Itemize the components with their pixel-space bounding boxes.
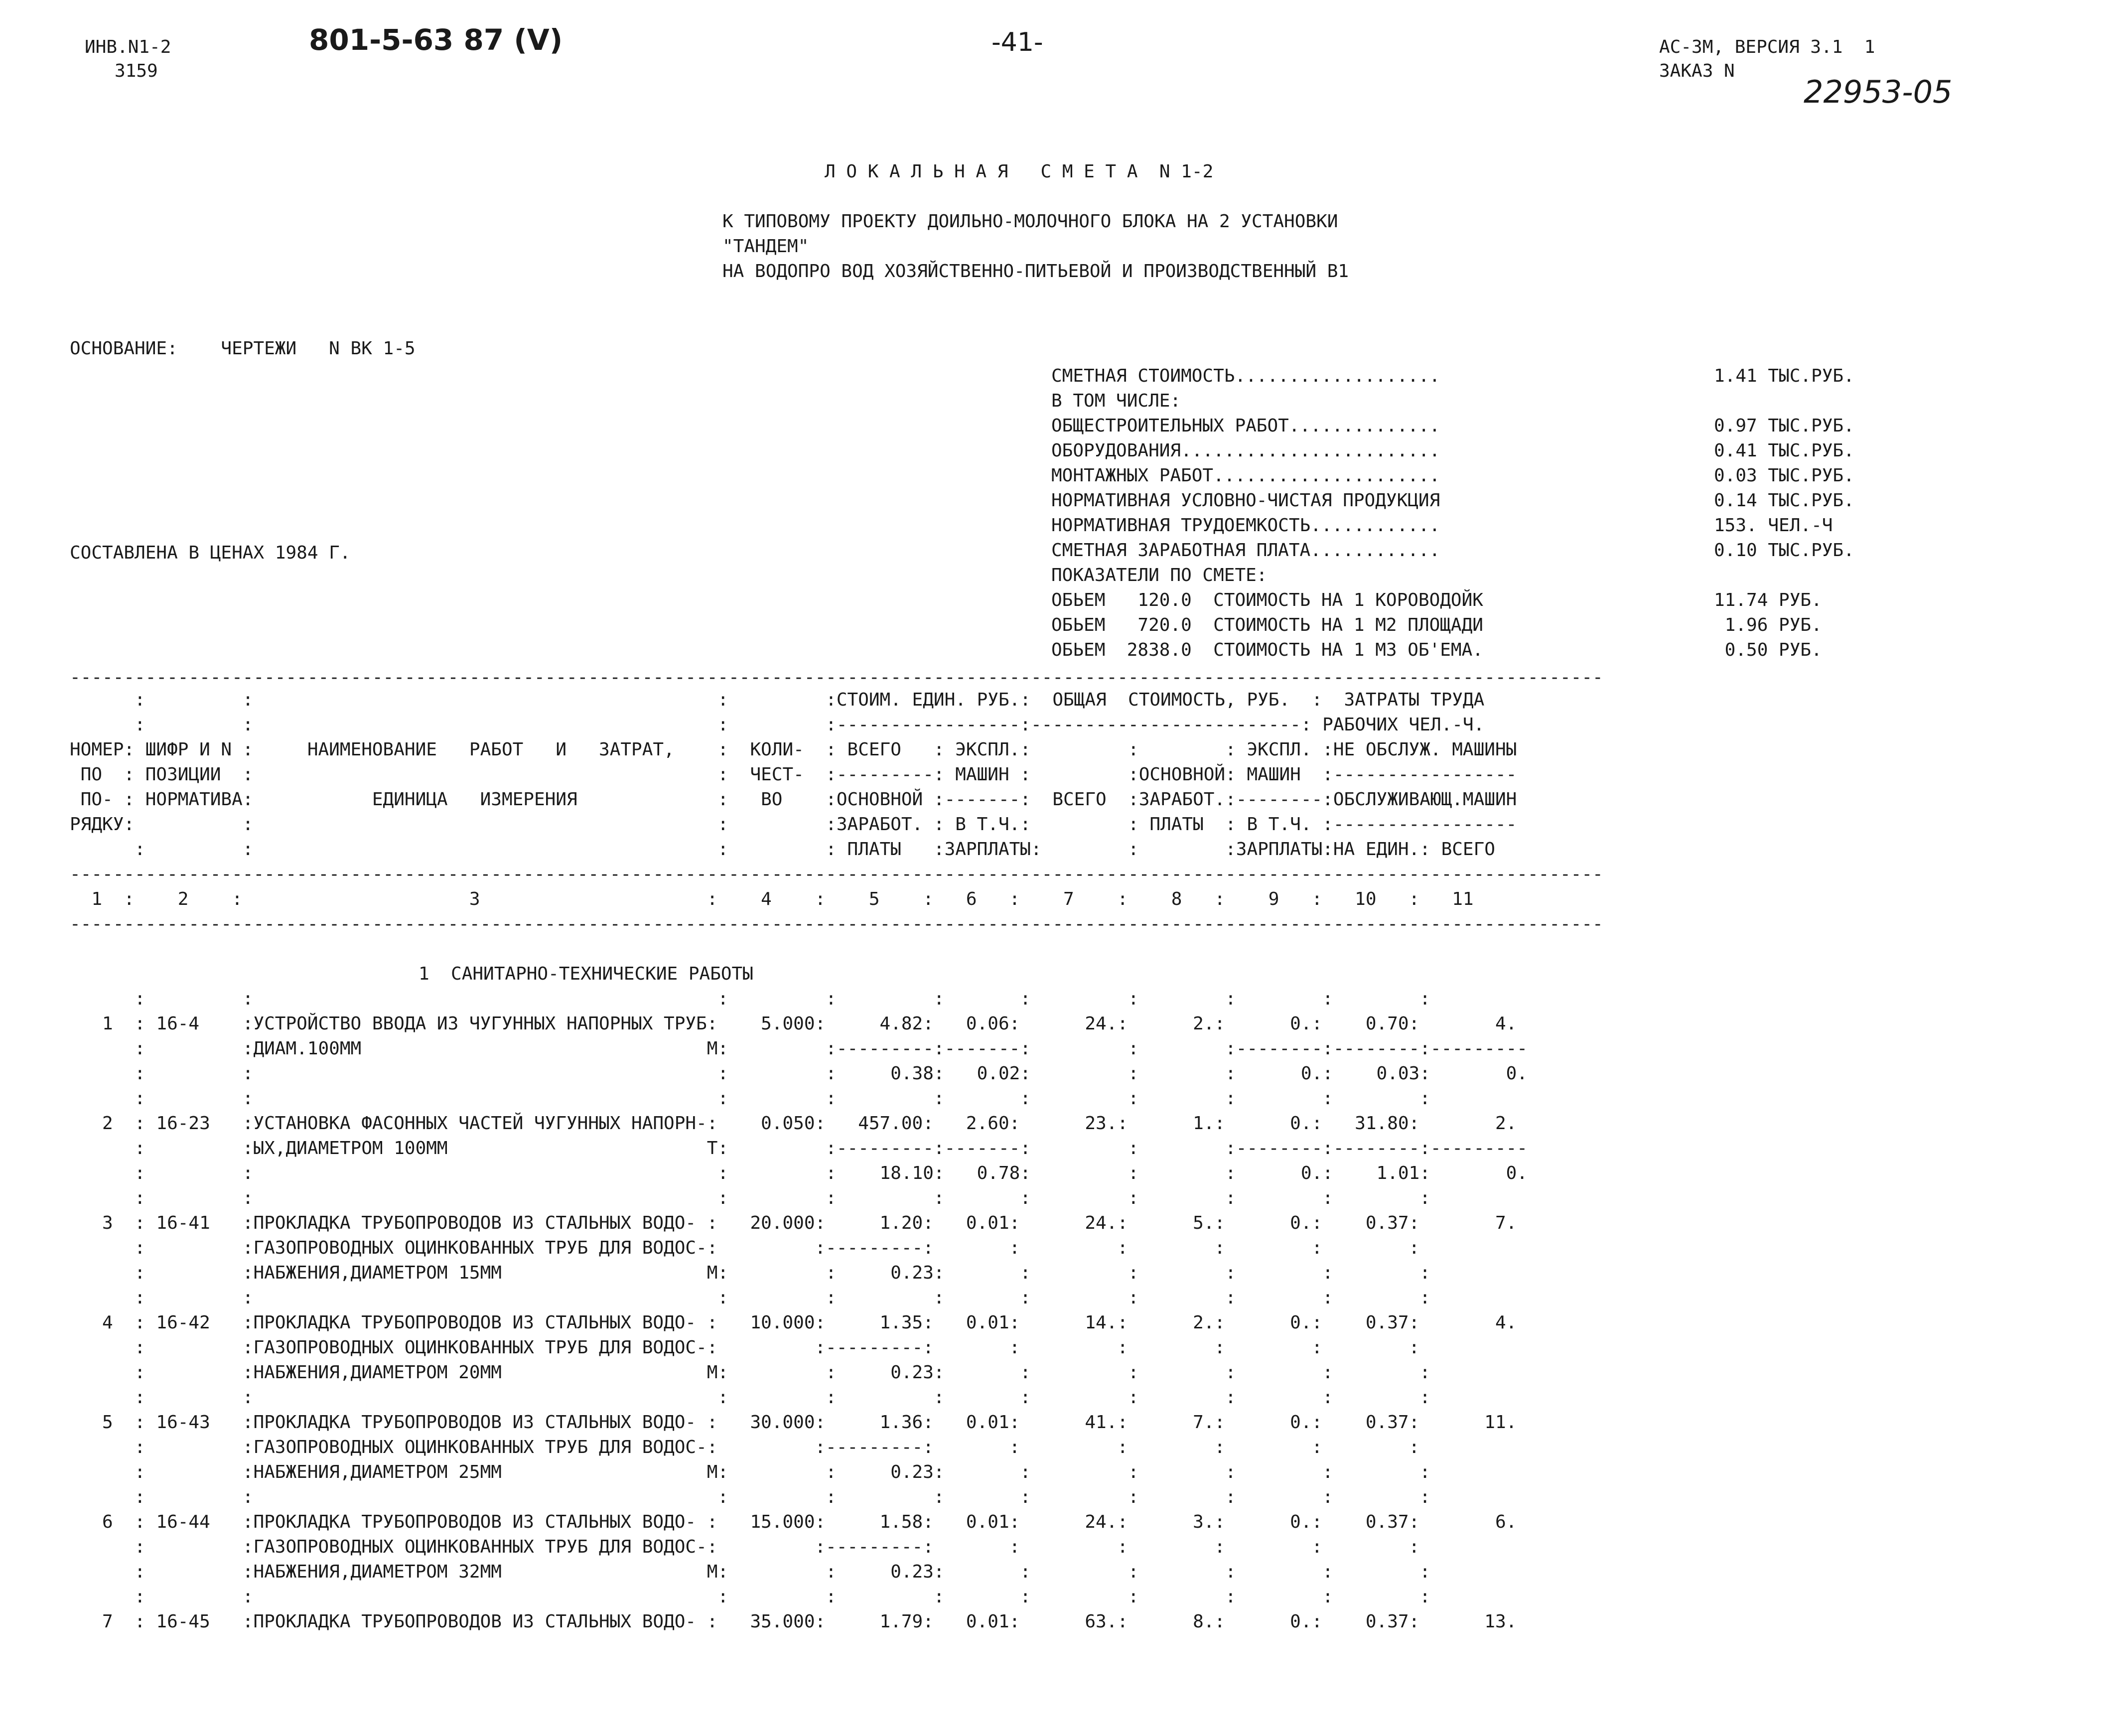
table-row: : :ГАЗОПРОВОДНЫХ ОЦИНКОВАННЫХ ТРУБ ДЛЯ ВОДОС-: :---------: : : : : : (70, 1437, 1420, 1457)
table-header-line: НОМЕР: ШИФР И N : НАИМЕНОВАНИЕ РАБОТ И ЗАТРАТ, : КОЛИ- : ВСЕГО : ЭКСПЛ.: : : ЭКСПЛ. :НЕ ОБСЛУЖ. МАШИНЫ (70, 739, 1517, 760)
summary-value: 1.41 ТЫС.РУБ. (1714, 366, 1854, 386)
table-row: : :НАБЖЕНИЯ,ДИАМЕТРОМ 15ММ М: : 0.23: : : : : : (70, 1263, 1430, 1283)
table-row: : :ГАЗОПРОВОДНЫХ ОЦИНКОВАННЫХ ТРУБ ДЛЯ ВОДОС-: :---------: : : : : : (70, 1337, 1420, 1358)
table-header-line: : : : :-----------------:-------------------------: РАБОЧИХ ЧЕЛ.-Ч. (70, 715, 1485, 735)
inventory-label: ИНВ.N1-2 (85, 37, 171, 57)
table-row: 7 : 16-45 :ПРОКЛАДКА ТРУБОПРОВОДОВ ИЗ СТАЛЬНЫХ ВОДО- : 35.000: 1.79: 0.01: 63.: 8.: 0.: 0.37: 13. (70, 1611, 1517, 1632)
table-row: : :НАБЖЕНИЯ,ДИАМЕТРОМ 25ММ М: : 0.23: : : : : : (70, 1462, 1430, 1482)
summary-value: 153. ЧЕЛ.-Ч (1714, 515, 1833, 536)
summary-label: ОБЬЕМ 720.0 СТОИМОСТЬ НА 1 М2 ПЛОЩАДИ (1051, 615, 1483, 635)
table-row: : :ГАЗОПРОВОДНЫХ ОЦИНКОВАННЫХ ТРУБ ДЛЯ ВОДОС-: :---------: : : : : : (70, 1238, 1420, 1258)
project-code: 801-5-63 87 (V) (309, 23, 563, 57)
summary-label: ОБЬЕМ 2838.0 СТОИМОСТЬ НА 1 М3 ОБ'ЕМА. (1051, 640, 1483, 660)
table-header-line: : : : :СТОИМ. ЕДИН. РУБ.: ОБЩАЯ СТОИМОСТЬ, РУБ. : ЗАТРАТЫ ТРУДА (70, 690, 1485, 710)
order-number: 22953-05 (1804, 74, 1953, 110)
order-label: ЗАКАЗ N (1659, 61, 1735, 81)
summary-value: 0.97 ТЫС.РУБ. (1714, 416, 1854, 436)
table-row: 1 : 16-4 :УСТРОЙСТВО ВВОДА ИЗ ЧУГУННЫХ НАПОРНЫХ ТРУБ: 5.000: 4.82: 0.06: 24.: 2.: 0.: 0.70: 4. (70, 1013, 1517, 1034)
summary-label: НОРМАТИВНАЯ ТРУДОЕМКОСТЬ............ (1051, 515, 1440, 536)
table-separator: ---------------------------------------------------------------------------------------------------------------------------------------------- (70, 864, 1603, 884)
table-row: 6 : 16-44 :ПРОКЛАДКА ТРУБОПРОВОДОВ ИЗ СТАЛЬНЫХ ВОДО- : 15.000: 1.58: 0.01: 24.: 3.: 0.: 0.37: 6. (70, 1512, 1517, 1532)
summary-label: СМЕТНАЯ ЗАРАБОТНАЯ ПЛАТА............ (1051, 540, 1440, 561)
table-row: : : : : 18.10: 0.78: : : 0.: 1.01: 0. (70, 1163, 1528, 1183)
summary-label: ОБЬЕМ 120.0 СТОИМОСТЬ НА 1 КОРОВОДОЙК (1051, 590, 1483, 610)
summary-value: 1.96 РУБ. (1714, 615, 1822, 635)
title-line-2: "ТАНДЕМ" (722, 236, 809, 257)
table-row: 4 : 16-42 :ПРОКЛАДКА ТРУБОПРОВОДОВ ИЗ СТАЛЬНЫХ ВОДО- : 10.000: 1.35: 0.01: 14.: 2.: 0.: 0.37: 4. (70, 1312, 1517, 1333)
summary-value: 0.10 ТЫС.РУБ. (1714, 540, 1854, 561)
summary-value: 11.74 РУБ. (1714, 590, 1822, 610)
section-title: 1 САНИТАРНО-ТЕХНИЧЕСКИЕ РАБОТЫ (419, 964, 753, 984)
summary-label: ОБЩЕСТРОИТЕЛЬНЫХ РАБОТ.............. (1051, 416, 1440, 436)
table-row: 3 : 16-41 :ПРОКЛАДКА ТРУБОПРОВОДОВ ИЗ СТАЛЬНЫХ ВОДО- : 20.000: 1.20: 0.01: 24.: 5.: 0.: 0.37: 7. (70, 1213, 1517, 1233)
table-row: : :НАБЖЕНИЯ,ДИАМЕТРОМ 20ММ М: : 0.23: : : : : : (70, 1362, 1430, 1383)
summary-value: 0.03 ТЫС.РУБ. (1714, 465, 1854, 486)
table-row: : : : : : : : : : : (70, 1288, 1430, 1308)
table-row: : : : : : : : : : : (70, 1088, 1430, 1109)
basis-line: ОСНОВАНИЕ: ЧЕРТЕЖИ N ВК 1-5 (70, 338, 416, 359)
summary-label: НОРМАТИВНАЯ УСЛОВНО-ЧИСТАЯ ПРОДУКЦИЯ (1051, 490, 1440, 511)
table-separator: ---------------------------------------------------------------------------------------------------------------------------------------------- (70, 667, 1603, 688)
table-row: : :ЫХ,ДИАМЕТРОМ 100ММ Т: :---------:-------: : :--------:--------:--------- (70, 1138, 1528, 1158)
table-row: 5 : 16-43 :ПРОКЛАДКА ТРУБОПРОВОДОВ ИЗ СТАЛЬНЫХ ВОДО- : 30.000: 1.36: 0.01: 41.: 7.: 0.: 0.37: 11. (70, 1412, 1517, 1433)
table-row: : : : : : : : : : : (70, 1387, 1430, 1408)
summary-value: 0.41 ТЫС.РУБ. (1714, 440, 1854, 461)
summary-label: ПОКАЗАТЕЛИ ПО СМЕТЕ: (1051, 565, 1268, 585)
table-row: : : : : : : : : : : (70, 1487, 1430, 1507)
title-line-1: К ТИПОВОМУ ПРОЕКТУ ДОИЛЬНО-МОЛОЧНОГО БЛОКА НА 2 УСТАНОВКИ (722, 211, 1338, 232)
title-line-3: НА ВОДОПРО ВОД ХОЗЯЙСТВЕННО-ПИТЬЕВОЙ И ПРОИЗВОДСТВЕННЫЙ В1 (722, 261, 1349, 282)
table-header-line: ПО : ПОЗИЦИИ : : ЧЕСТ- :---------: МАШИН : :ОСНОВНОЙ: МАШИН :----------------- (70, 764, 1517, 785)
table-row: : :ГАЗОПРОВОДНЫХ ОЦИНКОВАННЫХ ТРУБ ДЛЯ ВОДОС-: :---------: : : : : : (70, 1537, 1420, 1557)
summary-label: МОНТАЖНЫХ РАБОТ..................... (1051, 465, 1440, 486)
program-version: АС-3М, ВЕРСИЯ 3.1 1 (1659, 37, 1875, 57)
summary-value: 0.14 ТЫС.РУБ. (1714, 490, 1854, 511)
table-row: : : : : : : : : : : (70, 1188, 1430, 1208)
summary-label: ОБОРУДОВАНИЯ........................ (1051, 440, 1440, 461)
column-numbers: 1 : 2 : 3 : 4 : 5 : 6 : 7 : 8 : 9 : 10 : 11 (70, 889, 1474, 909)
table-header-line: : : : : ПЛАТЫ :ЗАРПЛАТЫ: : :ЗАРПЛАТЫ:НА ЕДИН.: ВСЕГО (70, 839, 1495, 860)
summary-label: СМЕТНАЯ СТОИМОСТЬ................... (1051, 366, 1440, 386)
table-row: : :ДИАМ.100ММ М: :---------:-------: : :--------:--------:--------- (70, 1038, 1528, 1059)
table-header-line: ПО- : НОРМАТИВА: ЕДИНИЦА ИЗМЕРЕНИЯ : ВО :ОСНОВНОЙ :-------: ВСЕГО :ЗАРАБОТ.:--------:ОБСЛУЖИВАЮЩ.МАШИН (70, 789, 1517, 810)
prices-year: СОСТАВЛЕНА В ЦЕНАХ 1984 Г. (70, 543, 351, 563)
table-row: : : : : : : : : : : (70, 1587, 1430, 1607)
table-row: : :НАБЖЕНИЯ,ДИАМЕТРОМ 32ММ М: : 0.23: : : : : : (70, 1562, 1430, 1582)
table-row: : : : : : : : : : : (70, 989, 1430, 1009)
summary-label: В ТОМ ЧИСЛЕ: (1051, 391, 1181, 411)
table-row: 2 : 16-23 :УСТАНОВКА ФАСОННЫХ ЧАСТЕЙ ЧУГУННЫХ НАПОРН-: 0.050: 457.00: 2.60: 23.: 1.: 0.: 31.80: 2. (70, 1113, 1517, 1134)
summary-value: 0.50 РУБ. (1714, 640, 1822, 660)
inventory-number: 3159 (115, 61, 158, 81)
page-number: -41- (991, 27, 1043, 57)
table-row: : : : : 0.38: 0.02: : : 0.: 0.03: 0. (70, 1063, 1528, 1084)
table-separator: ---------------------------------------------------------------------------------------------------------------------------------------------- (70, 914, 1603, 934)
table-header-line: РЯДКУ: : : :ЗАРАБОТ. : В Т.Ч.: : ПЛАТЫ : В Т.Ч. :----------------- (70, 814, 1517, 835)
document-title: Л О К А Л Ь Н А Я С М Е Т А N 1-2 (825, 161, 1214, 182)
